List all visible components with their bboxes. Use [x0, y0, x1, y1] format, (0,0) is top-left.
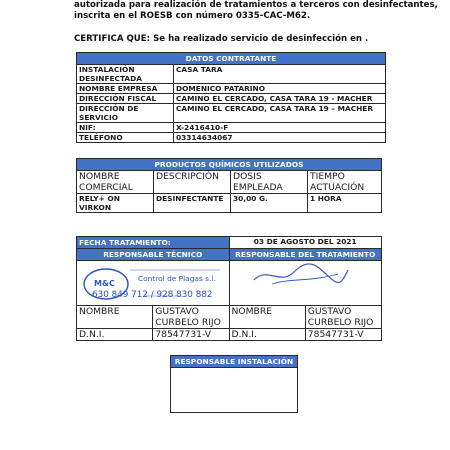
label-direccion-fiscal: DIRECCIÓN FISCAL [77, 94, 174, 104]
contratante-table [76, 52, 386, 143]
dni-tecnico: 78547731-V [153, 329, 229, 341]
contratante-header: DATOS CONTRATANTE [77, 53, 386, 65]
value-nombre-empresa: DOMENICO PATARINO [174, 84, 386, 94]
table-header-row [77, 171, 382, 194]
col-dosis: DOSIS EMPLEADA [231, 171, 308, 194]
productos-table [76, 158, 382, 213]
table-row [77, 94, 386, 104]
stamp-phones: 630 849 712 / 928 830 882 [92, 290, 213, 300]
cell-nombre: RELY+ ON VIRKON [77, 194, 154, 213]
table-row [77, 194, 382, 213]
table-row [77, 329, 382, 341]
nombre-tecnico: GUSTAVO CURBELO RIJO [153, 306, 229, 329]
label-nombre-empresa: NOMBRE EMPRESA [77, 84, 174, 94]
cell-descripcion: DESINFECTANTE [154, 194, 231, 213]
table-row [77, 306, 382, 329]
fecha-label: FECHA TRATAMIENTO: [77, 237, 230, 249]
company-stamp [82, 262, 222, 308]
nombre-label-tecnico: NOMBRE [77, 306, 153, 329]
fecha-value: 03 DE AGOSTO DEL 2021 [229, 237, 382, 249]
col-tiempo: TIEMPO ACTUACIÓN [308, 171, 382, 194]
value-instalacion: CASA TARA [174, 65, 386, 84]
dni-tratamiento: 78547731-V [305, 329, 381, 341]
instalacion-signature-area [171, 368, 298, 413]
label-instalacion: INSTALACIÓN DESINFECTADA [77, 65, 174, 84]
nombre-label-tratamiento: NOMBRE [229, 306, 305, 329]
value-nif: X-2416410-F [174, 123, 386, 133]
intro-line-2: inscrita en el ROESB con número 0335-CAC-M62. [74, 11, 311, 21]
resp-tecnico-header: RESPONSABLE TÉCNICO [77, 249, 230, 261]
label-telefono: TELÉFONO [77, 133, 174, 143]
intro-line-1: autorizada para realización de tratamientos a terceros con desinfectantes, [74, 0, 438, 10]
cell-dosis: 30,00 G. [231, 194, 308, 213]
value-direccion-fiscal: CAMINO EL CERCADO, CASA TARA 19 - MACHER [174, 94, 386, 104]
table-row [77, 133, 386, 143]
value-telefono: 03314634067 [174, 133, 386, 143]
col-nombre-comercial: NOMBRE COMERCIAL [77, 171, 154, 194]
nombre-tratamiento: GUSTAVO CURBELO RIJO [305, 306, 381, 329]
table-row [77, 123, 386, 133]
dni-label-tratamiento: D.N.I. [229, 329, 305, 341]
resp-tratamiento-header: RESPONSABLE DEL TRATAMIENTO [229, 249, 382, 261]
stamp-company-name: Control de Plagas s.l. [138, 274, 216, 283]
instalacion-header: RESPONSABLE INSTALACIÓN [171, 356, 298, 368]
certifica-line: CERTIFICA QUE: Se ha realizado servicio de desinfección en . [74, 34, 369, 44]
label-nif: NIF: [77, 123, 174, 133]
cell-tiempo: 1 HORA [308, 194, 382, 213]
table-row [77, 65, 386, 84]
col-descripcion: DESCRIPCIÓN [154, 171, 231, 194]
value-direccion-servicio: CAMINO EL CERCADO, CASA TARA 19 – MACHER [174, 104, 386, 123]
label-direccion-servicio: DIRECCIÓN DE SERVICIO [77, 104, 174, 123]
svg-text:M&C: M&C [94, 279, 115, 288]
productos-header: PRODUCTOS QUÍMICOS UTILIZADOS [77, 159, 382, 171]
table-row [77, 104, 386, 123]
dni-label-tecnico: D.N.I. [77, 329, 153, 341]
table-row [77, 84, 386, 94]
stamp-logo-icon [82, 262, 222, 308]
signature-icon [250, 260, 350, 290]
instalacion-table [170, 355, 298, 413]
